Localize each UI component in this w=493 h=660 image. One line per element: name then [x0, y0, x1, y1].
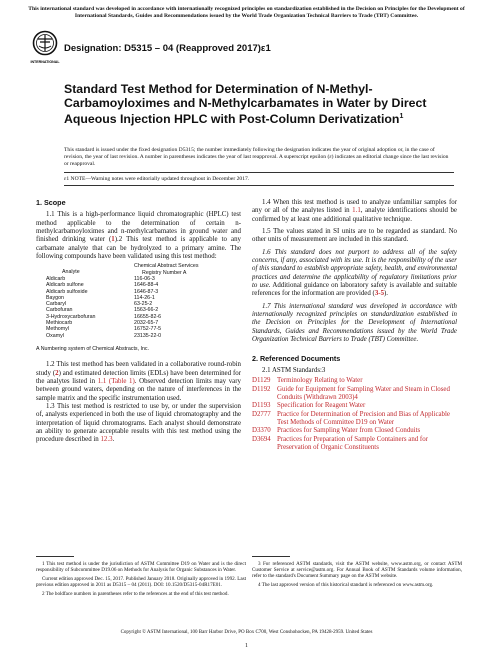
analyte-name: Aldicarb sulfoxide [46, 288, 88, 295]
analyte-cas: 1563-66-2 [134, 307, 159, 314]
page-number: 1 [245, 643, 248, 649]
reference-item[interactable] [252, 436, 457, 453]
analyte-cas: 1646-88-4 [134, 282, 159, 289]
analyte-name: Aldicarb sulfone [46, 282, 84, 289]
reference-title[interactable]: Practices for Preparation of Sample Containers and for Preservation of Organic Constituents [277, 435, 428, 451]
reference-code[interactable]: D3370 [252, 427, 271, 435]
analyte-footnote: A Numbering system of Chemical Abstracts, Inc. [36, 345, 150, 352]
divider [64, 185, 454, 186]
analyte-name: Methomyl [46, 326, 69, 333]
reference-item[interactable] [252, 386, 457, 403]
analyte-cas: 116-06-3 [134, 276, 155, 282]
astm-logo-icon [32, 30, 58, 68]
divider [64, 172, 454, 173]
para-1-7: 1.7 This international standard was developed in accordance with internationally recognized principles on standardization established in the Decision on Principles for the Development of International Standards, Guides and Recommendations issued by the World Trade Organization Technical Barriers to Trade (TBT) Committee. [252, 302, 457, 344]
reference-item[interactable] [252, 377, 457, 385]
analyte-row [46, 333, 241, 339]
footnote: 4 The last approved version of this historical standard is referenced on www.astm.org. [258, 582, 434, 589]
astm-standards-label: 2.1 ASTM Standards:3 [262, 366, 326, 374]
standard-title: Standard Test Method for Determination of N-Methyl-Carbamoyloximes and N-Methylcarbamates in Water by Direct Aqueous Injection HPLC with Post-Column Derivatization$^1$ [64, 82, 427, 127]
para-1-6: 1.6 This standard does not purport to address all of the safety concerns, if any, associated with its use. It is the responsibility of the user of this standard to establish appropriate safety, health, and environmental practices and determine the applicability of regulatory limitations prior to use. Additional guidance on laboratory safety is available and suitable references for the information are provided (3-5). [252, 248, 457, 298]
reference-title[interactable]: Specification for Reagent Water [277, 402, 366, 410]
left-column [36, 199, 241, 445]
footnote: 2 The boldface numbers in parentheses refer to the references at the end of this test method. [42, 591, 229, 598]
ref-link[interactable]: 1 [111, 236, 115, 244]
reference-code[interactable]: D1193 [252, 402, 271, 410]
analyte-name: Carbofuran [46, 307, 73, 314]
footnotes-left [36, 561, 246, 600]
analyte-name: Aldicarb [46, 276, 66, 282]
analyte-name: Baygon [46, 294, 64, 301]
right-column [252, 199, 457, 452]
reference-code[interactable]: D1129 [252, 377, 271, 385]
analyte-name: Methiocarb [46, 320, 73, 327]
analyte-cas: 2032-65-7 [134, 320, 159, 327]
analyte-table [46, 263, 241, 339]
ref-link[interactable]: 3-5 [374, 290, 385, 298]
reference-title[interactable]: Terminology Relating to Water [277, 377, 363, 385]
tbt-notice: This international standard was developed in accordance with internationally recognized principles on standardization established in the Decision on Principles for the Development of International Standards, Guides and Recommendations issued by the World Trade Organization Technical Barriers to Trade (TBT) Committee. [28, 6, 465, 19]
footnote: Current edition approved Dec. 15, 2017. Published January 2018. Originally approved in 1992. Last previous edition approved in 2011 as D5315 – 04 (2011). DOI: 10.1520/D5315-04R17E01. [36, 576, 246, 589]
footnote: 1 This test method is under the jurisdiction of ASTM Committee D19 on Water and is the direct responsibility of Subcommittee D19.06 on Methods for Analysis for Organic Substances in Water. [36, 561, 246, 574]
analyte-cas: 63-25-2 [134, 301, 153, 308]
para-1-5: 1.5 The values stated in SI units are to be regarded as standard. No other units of measurement are included in this standard. [252, 228, 457, 244]
ref-link[interactable]: 2 [55, 369, 59, 377]
analyte-name: Carbaryl [46, 301, 67, 308]
reference-title[interactable]: Practices for Sampling Water from Closed Conduits [277, 427, 421, 435]
reference-item[interactable] [252, 402, 457, 410]
footnotes-right [252, 561, 462, 591]
reference-item[interactable] [252, 411, 457, 428]
analyte-cas: 23135-22-0 [134, 332, 162, 339]
analyte-name: Oxamyl [46, 332, 64, 339]
footnote-rule [252, 556, 290, 557]
analyte-cas: 16655-82-6 [134, 313, 162, 320]
para-1-3: 1.3 This test method is restricted to use by, or under the supervision of, analysts experienced in both the use of liquid chromatography and the interpretation of liquid chromatograms. Each analyst should demonstrate an ability to generate acceptable results with this test method using the procedure described in 12.3. [36, 403, 241, 444]
svg-text:INTERNATIONAL: INTERNATIONAL [30, 60, 60, 64]
reference-code[interactable]: D2777 [252, 410, 271, 418]
reference-title[interactable]: Guide for Equipment for Sampling Water and Steam in Closed Conduits (Withdrawn 2003)4 [277, 385, 450, 401]
para-1-1: 1.1 This is a high-performance liquid chromatographic (HPLC) test method applicable to the determination of certain n-methylcarbamoyloximes and n-methylcarbamates in ground water and finished drinking water (1).2 This test method is applicable to any carbamate analyte that can be hydrolyzed to a primary amine. The following compounds have been validated using this test method: [36, 211, 241, 261]
para-1-2: 1.2 This test method has been validated in a collaborative round-robin study (2) and estimated detection limits (EDLs) have been determined for the analytes listed in 1.1 (Table 1). Observed detection limits may vary between ground waters, depending on the nature of interferences in the sample matrix and the specific instrumentation used. [36, 361, 241, 402]
section-link[interactable]: 1.1 [352, 207, 361, 215]
referenced-documents-heading: 2. Referenced Documents [252, 353, 341, 363]
analyte-name: 3-Hydroxycarbofuran [46, 313, 96, 320]
referenced-documents-list [252, 377, 457, 452]
reference-code[interactable]: D3694 [252, 435, 271, 443]
copyright-footer: Copyright © ASTM International, 100 Barr Harbor Drive, PO Box C700, West Conshohocken, PA 19428-2959. United States [120, 630, 373, 635]
analyte-cas: 114-26-1 [134, 294, 155, 301]
reference-code[interactable]: D1192 [252, 385, 271, 393]
footnote-rule [36, 556, 74, 557]
section-link[interactable]: 12.3 [100, 436, 113, 444]
table-link[interactable]: 1.1 (Table 1) [97, 378, 135, 385]
analyte-cas: 16752-77-5 [134, 326, 162, 333]
reference-item[interactable] [252, 427, 457, 435]
reference-title[interactable]: Practice for Determination of Precision and Bias of Applicable Test Methods of Committee D19 on Water [277, 410, 450, 426]
para-1-4: 1.4 When this test method is used to analyze unfamiliar samples for any or all of the analytes listed in 1.1, analyte identifications should be confirmed by at least one additional qualitative technique. [252, 199, 457, 223]
designation: Designation: D5315 – 04 (Reapproved 2017)ε1 [64, 43, 271, 54]
analyte-cas: 1646-87-3 [134, 288, 159, 295]
issuance-note: This standard is issued under the fixed designation D5315; the number immediately following the designation indicates the year of original adoption or, in the case of revision, the year of last revision. A number in parentheses indicates the year of last reapproval. A superscript epsilon (ε) indicates an editorial change since the last revision or reapproval. [64, 147, 449, 168]
footnote: 3 For referenced ASTM standards, visit the ASTM website, www.astm.org, or contact ASTM Customer Service at service@astm.org. For Annual Book of ASTM Standards volume information, refer to the standard's Document Summary page on the ASTM website. [252, 561, 462, 580]
epsilon-note: ε1 NOTE—Warning notes were editorially updated throughout in December 2017. [64, 176, 250, 182]
analyte-table-header: Analyte Chemical Abstract Services Registry Number A [62, 263, 199, 276]
scope-heading: 1. Scope [36, 198, 66, 207]
